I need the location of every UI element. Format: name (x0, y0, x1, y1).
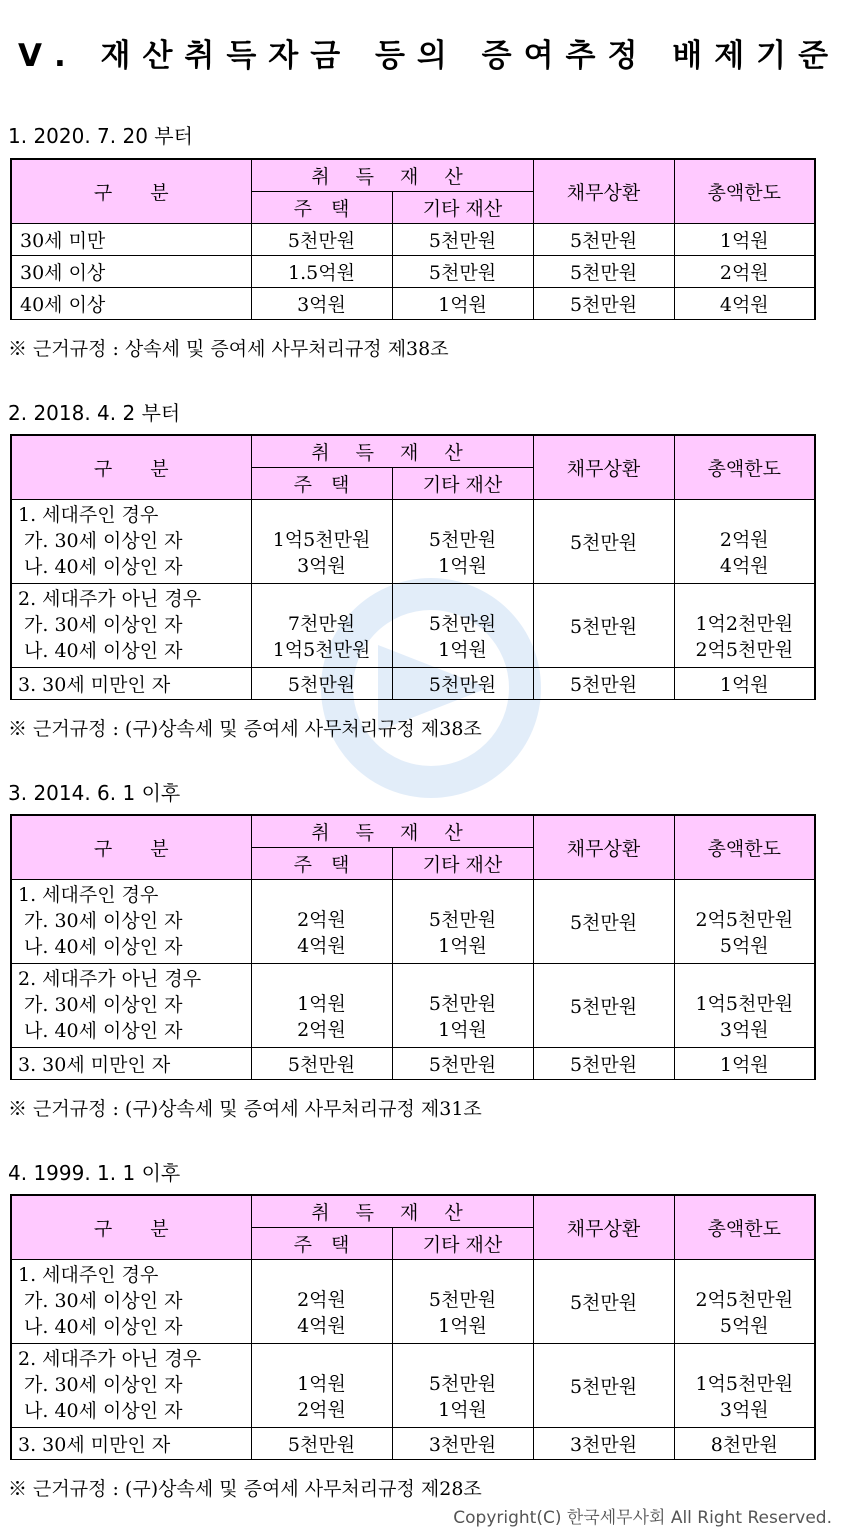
section-heading: 1. 2020. 7. 20 부터 (8, 124, 193, 148)
row-label: 3. 30세 미만인 자 (11, 1047, 251, 1079)
criteria-table (10, 434, 816, 700)
cell-total: 8천만원 (674, 1427, 815, 1459)
row-label: 2. 세대주가 아닌 경우 가. 30세 이상인 자 나. 40세 이상인 자 (11, 963, 251, 1047)
cell-other: 1억원 (392, 287, 533, 319)
cell-house: 1억원 2억원 (251, 963, 392, 1047)
cell-house: 1억원 2억원 (251, 1343, 392, 1427)
header-debt: 채무상환 (533, 159, 674, 223)
header-other: 기타 재산 (392, 847, 533, 879)
cell-other: 3천만원 (392, 1427, 533, 1459)
header-other: 기타 재산 (392, 191, 533, 223)
header-gubun: 구 분 (11, 815, 251, 879)
cell-debt: 5천만원 (533, 499, 674, 583)
row-label: 30세 이상 (11, 255, 251, 287)
header-gubun: 구 분 (11, 159, 251, 223)
cell-other: 5천만원 (392, 255, 533, 287)
cell-total: 2억원 (674, 255, 815, 287)
cell-total: 1억원 (674, 1047, 815, 1079)
table-row (11, 667, 815, 699)
header-total: 총액한도 (674, 159, 815, 223)
cell-other: 5천만원 1억원 (392, 1259, 533, 1343)
table-row (11, 583, 815, 667)
table-row (11, 963, 815, 1047)
row-label: 1. 세대주인 경우 가. 30세 이상인 자 나. 40세 이상인 자 (11, 879, 251, 963)
cell-total: 2억5천만원 5억원 (674, 879, 815, 963)
row-label: 1. 세대주인 경우 가. 30세 이상인 자 나. 40세 이상인 자 (11, 1259, 251, 1343)
cell-total: 4억원 (674, 287, 815, 319)
cell-house: 5천만원 (251, 1427, 392, 1459)
header-acquired: 취 득 재 산 (251, 1195, 533, 1227)
header-debt: 채무상환 (533, 815, 674, 879)
table-row (11, 1427, 815, 1459)
cell-other: 5천만원 (392, 667, 533, 699)
cell-other: 5천만원 1억원 (392, 963, 533, 1047)
header-house: 주 택 (251, 1227, 392, 1259)
header-total: 총액한도 (674, 815, 815, 879)
cell-total: 1억원 (674, 667, 815, 699)
header-debt: 채무상환 (533, 1195, 674, 1259)
cell-debt: 5천만원 (533, 1343, 674, 1427)
row-label: 2. 세대주가 아닌 경우 가. 30세 이상인 자 나. 40세 이상인 자 (11, 1343, 251, 1427)
cell-total: 2억원 4억원 (674, 499, 815, 583)
cell-debt: 5천만원 (533, 287, 674, 319)
cell-house: 2억원 4억원 (251, 879, 392, 963)
row-label: 3. 30세 미만인 자 (11, 1427, 251, 1459)
cell-house: 1억5천만원 3억원 (251, 499, 392, 583)
cell-debt: 5천만원 (533, 223, 674, 255)
cell-other: 5천만원 (392, 223, 533, 255)
table-row (11, 223, 815, 255)
header-acquired: 취 득 재 산 (251, 435, 533, 467)
cell-house: 5천만원 (251, 223, 392, 255)
header-total: 총액한도 (674, 435, 815, 499)
basis-note: ※ 근거규정 : (구)상속세 및 증여세 사무처리규정 제31조 (8, 1098, 482, 1120)
cell-debt: 3천만원 (533, 1427, 674, 1459)
row-label: 30세 미만 (11, 223, 251, 255)
cell-debt: 5천만원 (533, 963, 674, 1047)
cell-house: 7천만원 1억5천만원 (251, 583, 392, 667)
header-house: 주 택 (251, 467, 392, 499)
row-label: 40세 이상 (11, 287, 251, 319)
table-row (11, 499, 815, 583)
basis-note: ※ 근거규정 : 상속세 및 증여세 사무처리규정 제38조 (8, 338, 449, 360)
cell-house: 5천만원 (251, 1047, 392, 1079)
row-label: 2. 세대주가 아닌 경우 가. 30세 이상인 자 나. 40세 이상인 자 (11, 583, 251, 667)
header-debt: 채무상환 (533, 435, 674, 499)
cell-total: 1억5천만원 3억원 (674, 1343, 815, 1427)
row-label: 1. 세대주인 경우 가. 30세 이상인 자 나. 40세 이상인 자 (11, 499, 251, 583)
header-other: 기타 재산 (392, 467, 533, 499)
cell-other: 5천만원 1억원 (392, 499, 533, 583)
cell-other: 5천만원 1억원 (392, 1343, 533, 1427)
cell-total: 1억2천만원 2억5천만원 (674, 583, 815, 667)
cell-house: 5천만원 (251, 667, 392, 699)
table-row (11, 255, 815, 287)
basis-note: ※ 근거규정 : (구)상속세 및 증여세 사무처리규정 제28조 (8, 1478, 482, 1500)
header-acquired: 취 득 재 산 (251, 159, 533, 191)
row-label: 3. 30세 미만인 자 (11, 667, 251, 699)
table-row (11, 287, 815, 319)
section-heading: 2. 2018. 4. 2 부터 (8, 401, 181, 425)
criteria-table (10, 1194, 816, 1460)
section-heading: 3. 2014. 6. 1 이후 (8, 781, 181, 805)
table-row (11, 879, 815, 963)
table-row (11, 1259, 815, 1343)
cell-house: 3억원 (251, 287, 392, 319)
cell-other: 5천만원 1억원 (392, 879, 533, 963)
header-house: 주 택 (251, 191, 392, 223)
cell-debt: 5천만원 (533, 879, 674, 963)
table-row (11, 1343, 815, 1427)
header-gubun: 구 분 (11, 1195, 251, 1259)
header-total: 총액한도 (674, 1195, 815, 1259)
header-acquired: 취 득 재 산 (251, 815, 533, 847)
cell-total: 1억원 (674, 223, 815, 255)
section-heading: 4. 1999. 1. 1 이후 (8, 1161, 181, 1185)
cell-other: 5천만원 1억원 (392, 583, 533, 667)
table-row (11, 1047, 815, 1079)
header-other: 기타 재산 (392, 1227, 533, 1259)
criteria-table (10, 814, 816, 1080)
cell-debt: 5천만원 (533, 1047, 674, 1079)
header-gubun: 구 분 (11, 435, 251, 499)
cell-total: 1억5천만원 3억원 (674, 963, 815, 1047)
header-house: 주 택 (251, 847, 392, 879)
cell-house: 1.5억원 (251, 255, 392, 287)
cell-debt: 5천만원 (533, 667, 674, 699)
cell-debt: 5천만원 (533, 1259, 674, 1343)
cell-other: 5천만원 (392, 1047, 533, 1079)
cell-total: 2억5천만원 5억원 (674, 1259, 815, 1343)
cell-house: 2억원 4억원 (251, 1259, 392, 1343)
cell-debt: 5천만원 (533, 255, 674, 287)
basis-note: ※ 근거규정 : (구)상속세 및 증여세 사무처리규정 제38조 (8, 718, 482, 740)
criteria-table (10, 158, 816, 320)
cell-debt: 5천만원 (533, 583, 674, 667)
copyright-text: Copyright(C) 한국세무사회 All Right Reserved. (453, 1508, 832, 1528)
page-title: Ⅴ. 재산취득자금 등의 증여추정 배제기준 (17, 38, 841, 74)
